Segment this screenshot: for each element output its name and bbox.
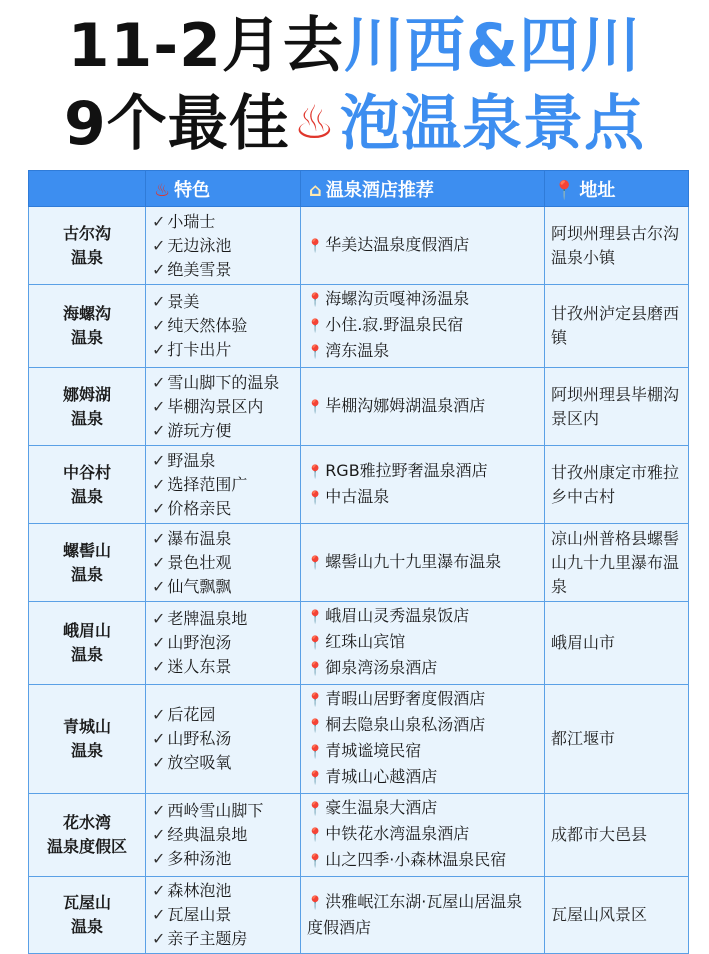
check-icon: ✓ xyxy=(152,474,166,494)
check-icon: ✓ xyxy=(152,396,166,416)
table-row xyxy=(29,285,689,368)
pin-icon: 📍 xyxy=(553,179,576,201)
table-row xyxy=(29,446,689,524)
pin-icon: 📍 xyxy=(307,662,324,677)
feature-item xyxy=(152,210,294,234)
title-line-2-blue: 泡温泉景点 xyxy=(340,89,645,159)
check-icon: ✓ xyxy=(152,576,166,596)
pin-icon: 📍 xyxy=(307,319,324,334)
hotel-text: 中古温泉 xyxy=(325,486,390,506)
hotel-text: 华美达温泉度假酒店 xyxy=(325,234,470,254)
hotel-item xyxy=(307,765,538,791)
pin-icon: 📍 xyxy=(307,771,324,786)
spring-name: 花水湾 温泉度假区 xyxy=(29,794,146,877)
hotel-item xyxy=(307,313,538,339)
feature-text: 价格亲民 xyxy=(167,498,232,518)
pin-icon: 📍 xyxy=(307,345,324,360)
hotel-text: 豪生温泉大酒店 xyxy=(325,798,438,817)
address-cell: 阿坝州理县毕棚沟景区内 xyxy=(545,368,689,446)
feature-cell xyxy=(146,285,301,368)
header-name-col xyxy=(29,171,146,207)
feature-item xyxy=(152,234,294,258)
feature-item xyxy=(152,371,294,395)
pin-icon: 📍 xyxy=(307,238,324,254)
check-icon: ✓ xyxy=(152,235,166,255)
header-hotel xyxy=(301,171,545,207)
feature-item xyxy=(152,419,294,443)
hotel-cell xyxy=(301,685,545,794)
hotel-text: 湾东温泉 xyxy=(325,341,390,360)
check-icon: ✓ xyxy=(152,552,166,572)
pin-icon: 📍 xyxy=(307,293,324,308)
hotel-cell xyxy=(301,877,545,954)
feature-item xyxy=(152,847,294,871)
hotel-text: 螺髻山九十九里瀑布温泉 xyxy=(325,551,502,571)
hotel-cell xyxy=(301,524,545,602)
check-icon: ✓ xyxy=(152,259,166,279)
spring-name: 瓦屋山 温泉 xyxy=(29,877,146,954)
feature-cell xyxy=(146,524,301,602)
hotel-text: 青暇山居野奢度假酒店 xyxy=(325,689,486,708)
feature-item xyxy=(152,338,294,362)
check-icon: ✓ xyxy=(152,929,166,948)
hotel-cell xyxy=(301,794,545,877)
pin-icon: 📍 xyxy=(307,555,324,571)
feature-cell xyxy=(146,602,301,685)
address-cell: 甘孜州泸定县磨西镇 xyxy=(545,285,689,368)
feature-text: 后花园 xyxy=(167,705,216,724)
pin-icon: 📍 xyxy=(307,490,324,506)
hotel-cell xyxy=(301,285,545,368)
hotel-item xyxy=(307,739,538,765)
table-row xyxy=(29,685,689,794)
feature-text: 西岭雪山脚下 xyxy=(167,801,264,820)
check-icon: ✓ xyxy=(152,420,166,440)
feature-text: 老牌温泉地 xyxy=(167,609,248,628)
feature-text: 纯天然体验 xyxy=(167,316,248,335)
header-hotel-label: 温泉酒店推荐 xyxy=(325,179,434,201)
check-icon: ✓ xyxy=(152,609,166,628)
feature-item xyxy=(152,497,294,521)
feature-text: 景美 xyxy=(167,292,200,311)
hotel-text: 红珠山宾馆 xyxy=(325,632,406,651)
title-line-1-blue: 川西&四川 xyxy=(343,11,642,81)
feature-item xyxy=(152,527,294,551)
feature-item xyxy=(152,631,294,655)
hot-springs-table xyxy=(28,170,689,954)
pin-icon: 📍 xyxy=(307,464,324,480)
header-feature-label: 特色 xyxy=(174,179,211,201)
feature-text: 仙气飘飘 xyxy=(167,576,232,596)
feature-item xyxy=(152,927,294,951)
feature-item xyxy=(152,879,294,903)
address-cell: 瓦屋山风景区 xyxy=(545,877,689,954)
hot-springs-icon: ♨ xyxy=(293,95,336,149)
pin-icon: 📍 xyxy=(307,610,324,625)
hotel-cell xyxy=(301,207,545,285)
table-row xyxy=(29,524,689,602)
check-icon: ✓ xyxy=(152,705,166,724)
feature-cell xyxy=(146,207,301,285)
spring-name: 螺髻山 温泉 xyxy=(29,524,146,602)
check-icon: ✓ xyxy=(152,292,166,311)
hotel-item xyxy=(307,394,538,420)
feature-text: 野温泉 xyxy=(167,450,216,470)
header-feature xyxy=(146,171,301,207)
feature-text: 放空吸氧 xyxy=(167,753,232,772)
feature-text: 山野私汤 xyxy=(167,729,232,748)
spring-name: 青城山 温泉 xyxy=(29,685,146,794)
check-icon: ✓ xyxy=(152,450,166,470)
spring-name: 古尔沟 温泉 xyxy=(29,207,146,285)
hotel-item xyxy=(307,339,538,365)
feature-text: 迷人东景 xyxy=(167,657,232,676)
check-icon: ✓ xyxy=(152,372,166,392)
hotel-text: 毕棚沟娜姆湖温泉酒店 xyxy=(325,395,486,415)
title-line-2-black: 9个最佳 xyxy=(64,89,290,159)
hotel-item xyxy=(307,233,538,259)
address-cell: 甘孜州康定市雅拉乡中古村 xyxy=(545,446,689,524)
hotel-item xyxy=(307,713,538,739)
spring-name: 中谷村 温泉 xyxy=(29,446,146,524)
check-icon: ✓ xyxy=(152,498,166,518)
pin-icon: 📍 xyxy=(307,745,324,760)
feature-text: 雪山脚下的温泉 xyxy=(167,372,280,392)
header-address xyxy=(545,171,689,207)
feature-item xyxy=(152,258,294,282)
feature-cell xyxy=(146,368,301,446)
feature-cell xyxy=(146,794,301,877)
hotel-item xyxy=(307,890,538,940)
feature-text: 打卡出片 xyxy=(167,340,232,359)
pin-icon: 📍 xyxy=(307,399,324,415)
feature-text: 亲子主题房 xyxy=(167,929,248,948)
feature-text: 毕棚沟景区内 xyxy=(167,396,264,416)
check-icon: ✓ xyxy=(152,753,166,772)
feature-text: 选择范围广 xyxy=(167,474,248,494)
feature-cell xyxy=(146,877,301,954)
feature-item xyxy=(152,751,294,775)
hot-springs-icon: ♨ xyxy=(154,179,171,201)
check-icon: ✓ xyxy=(152,801,166,820)
hotel-text: 洪雅岷江东湖·瓦屋山居温泉度假酒店 xyxy=(307,892,523,937)
hotel-item xyxy=(307,604,538,630)
hotel-item xyxy=(307,848,538,874)
feature-item xyxy=(152,799,294,823)
pin-icon: 📍 xyxy=(307,802,324,817)
feature-text: 森林泡池 xyxy=(167,881,232,900)
check-icon: ✓ xyxy=(152,729,166,748)
feature-text: 无边泳池 xyxy=(167,235,232,255)
check-icon: ✓ xyxy=(152,657,166,676)
spring-name: 海螺沟 温泉 xyxy=(29,285,146,368)
hotel-item xyxy=(307,656,538,682)
feature-cell xyxy=(146,446,301,524)
feature-item xyxy=(152,314,294,338)
check-icon: ✓ xyxy=(152,633,166,652)
header-address-label: 地址 xyxy=(579,179,616,201)
table-row xyxy=(29,207,689,285)
feature-item xyxy=(152,823,294,847)
table-header-row xyxy=(29,171,689,207)
hotel-item xyxy=(307,630,538,656)
pin-icon: 📍 xyxy=(307,854,324,869)
hotel-item xyxy=(307,796,538,822)
title-line-1-black: 11-2月去 xyxy=(67,11,344,81)
feature-item xyxy=(152,903,294,927)
pin-icon: 📍 xyxy=(307,636,324,651)
feature-item xyxy=(152,655,294,679)
feature-text: 游玩方便 xyxy=(167,420,232,440)
table-row xyxy=(29,794,689,877)
hotel-item xyxy=(307,287,538,313)
hotel-item xyxy=(307,485,538,511)
feature-item xyxy=(152,473,294,497)
title-line-2 xyxy=(0,84,709,162)
check-icon: ✓ xyxy=(152,849,166,868)
feature-text: 多种汤池 xyxy=(167,849,232,868)
table-row xyxy=(29,877,689,954)
table-row xyxy=(29,602,689,685)
hotel-item xyxy=(307,459,538,485)
check-icon: ✓ xyxy=(152,316,166,335)
hotel-text: 桐去隐泉山泉私汤酒店 xyxy=(325,715,486,734)
hotel-item xyxy=(307,822,538,848)
hotel-text: 青城谧境民宿 xyxy=(325,741,422,760)
address-cell: 凉山州普格县螺髻山九十九里瀑布温泉 xyxy=(545,524,689,602)
feature-item xyxy=(152,727,294,751)
feature-text: 小瑞士 xyxy=(167,211,216,231)
feature-item xyxy=(152,395,294,419)
hotel-text: 御泉湾汤泉酒店 xyxy=(325,658,438,677)
feature-item xyxy=(152,449,294,473)
check-icon: ✓ xyxy=(152,340,166,359)
feature-item xyxy=(152,290,294,314)
check-icon: ✓ xyxy=(152,528,166,548)
spring-name: 峨眉山 温泉 xyxy=(29,602,146,685)
title-line-1 xyxy=(0,8,709,84)
address-cell: 都江堰市 xyxy=(545,685,689,794)
feature-item xyxy=(152,551,294,575)
feature-text: 瓦屋山景 xyxy=(167,905,232,924)
pin-icon: 📍 xyxy=(307,693,324,708)
pin-icon: 📍 xyxy=(307,828,324,843)
hotel-text: 峨眉山灵秀温泉饭店 xyxy=(325,606,470,625)
house-icon: ⌂ xyxy=(309,179,322,201)
hotel-cell xyxy=(301,368,545,446)
hotel-item xyxy=(307,550,538,576)
hotel-text: 中铁花水湾温泉酒店 xyxy=(325,824,470,843)
feature-cell xyxy=(146,685,301,794)
hotel-text: 山之四季·小森林温泉民宿 xyxy=(325,850,507,869)
feature-text: 景色壮观 xyxy=(167,552,232,572)
pin-icon: 📍 xyxy=(307,719,324,734)
address-cell: 阿坝州理县古尔沟温泉小镇 xyxy=(545,207,689,285)
address-cell: 峨眉山市 xyxy=(545,602,689,685)
hotel-text: 小住.寂.野温泉民宿 xyxy=(325,315,464,334)
check-icon: ✓ xyxy=(152,881,166,900)
feature-text: 经典温泉地 xyxy=(167,825,248,844)
hotel-cell xyxy=(301,446,545,524)
spring-name: 娜姆湖 温泉 xyxy=(29,368,146,446)
table-row xyxy=(29,368,689,446)
hotel-item xyxy=(307,687,538,713)
check-icon: ✓ xyxy=(152,905,166,924)
feature-item xyxy=(152,703,294,727)
feature-text: 山野泡汤 xyxy=(167,633,232,652)
check-icon: ✓ xyxy=(152,825,166,844)
feature-item xyxy=(152,575,294,599)
feature-text: 绝美雪景 xyxy=(167,259,232,279)
address-cell: 成都市大邑县 xyxy=(545,794,689,877)
hotel-text: RGB雅拉野奢温泉酒店 xyxy=(325,460,488,480)
hotel-cell xyxy=(301,602,545,685)
feature-text: 瀑布温泉 xyxy=(167,528,232,548)
feature-item xyxy=(152,607,294,631)
title-block xyxy=(0,8,709,162)
hotel-text: 海螺沟贡嘎神汤温泉 xyxy=(325,289,470,308)
pin-icon: 📍 xyxy=(307,896,324,911)
check-icon: ✓ xyxy=(152,211,166,231)
hotel-text: 青城山心越酒店 xyxy=(325,767,438,786)
